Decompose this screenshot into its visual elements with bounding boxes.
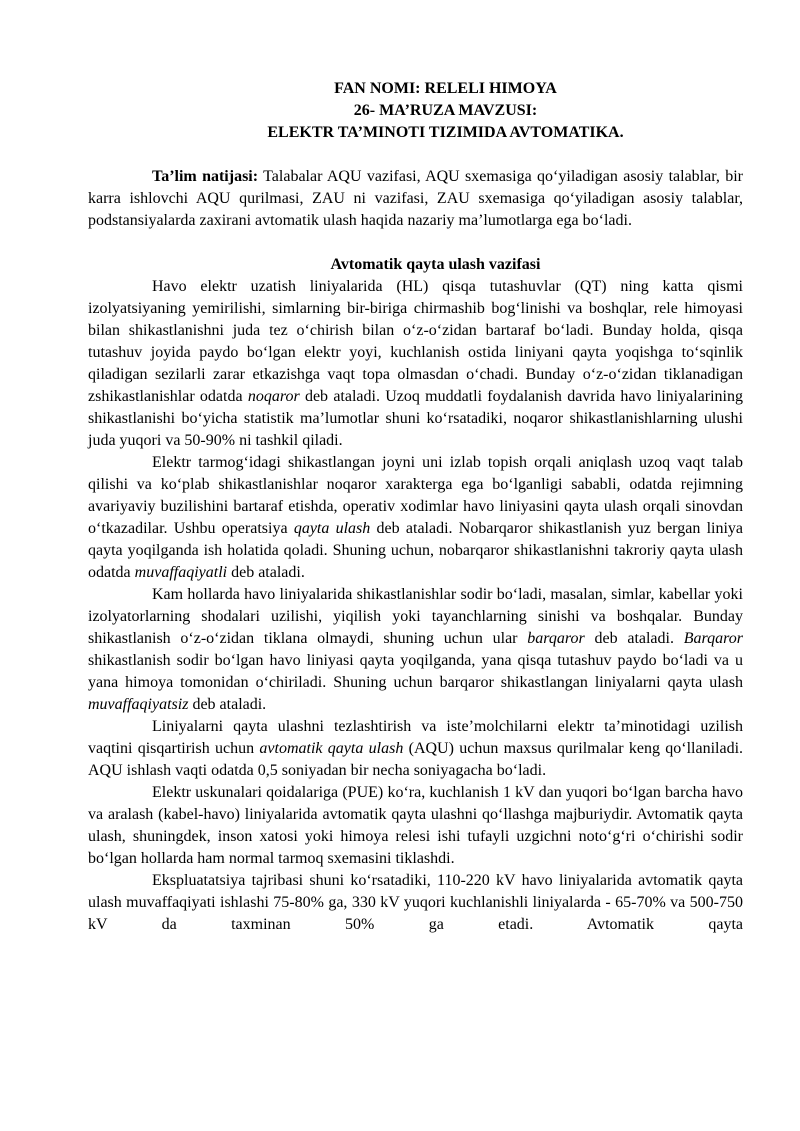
paragraph-6: Ekspluatatsiya tajribasi shuni ko‘rsatadiki, 110-220 kV havo liniyalarida avtomatik qayta ulash muvaffaqiyati ishlashi 75-80% ga, 330 kV yuqori kuchlanishli liniyalarda - 65-70% va 500-750 kV da taxminan 50% ga etadi. Avtomatik qayta: [88, 872, 743, 933]
lecture-topic: ELEKTR TA’MINOTI TIZIMIDA AVTOMATIKA.: [267, 124, 624, 141]
title-block: [148, 78, 743, 144]
paragraph-3-text-c: shikastlanish sodir bo‘lgan havo liniyasi qayta yoqilganda, yana qisqa tutashuv paydo bo‘ladi va u yana himoya tomonidan o‘chiriladi. Shuning uchun barqaror shikastlangan liniyalarni qayta ulash: [88, 652, 743, 691]
learning-outcomes-text: Talabalar AQU vazifasi, AQU sxemasiga qo‘yiladigan asosiy talablar, bir karra ishlovchi AQU qurilmasi, ZAU ni vazifasi, ZAU sxemasiga qo‘yiladigan asosiy talablar, podstansiyalarda zaxirani avtomatik ulash haqida nazariy ma’lumotlarga ega bo‘ladi.: [88, 168, 744, 229]
paragraph-4-term-aqu: avtomatik qayta ulash: [259, 740, 404, 757]
paragraph-3-term-muvaffaqiyatsiz: muvaffaqiyatsiz: [88, 696, 189, 713]
learning-outcomes-label: Ta’lim natijasi:: [152, 168, 259, 185]
paragraph-1: [88, 276, 743, 452]
paragraph-5: Elektr uskunalari qoidalariga (PUE) ko‘ra, kuchlanish 1 kV dan yuqori bo‘lgan barcha havo va aralash (kabel-havo) liniyalarida avtomatik qayta ulashni qo‘llashga majburiydir. Avtomatik qayta ulash, shuningdek, inson xatosi yoki himoya relesi ishi tufayli uzgichni noto‘g‘ri o‘chirishi sodir bo‘lgan hollarda ham normal tarmoq sxemasini tiklashdi.: [88, 784, 743, 867]
paragraph-1-term-noqaror: noqaror: [247, 388, 300, 405]
paragraph-1-text-b: deb ataladi. Uzoq muddatli foydalanish davrida havo liniyalarining shikastlanishi bo‘yicha statistik ma’lumotlar shuni ko‘rsatadiki, noqaror shikastlanishlarning ulushi juda yuqori va 50-90% ni tashkil qiladi.: [88, 388, 743, 449]
section-heading: Avtomatik qayta ulash vazifasi: [330, 256, 541, 273]
lecture-number: 26- MA’RUZA MAVZUSI:: [353, 102, 538, 119]
course-title: FAN NOMI: RELELI HIMOYA: [334, 80, 557, 97]
paragraph-3-text-d: deb ataladi.: [188, 696, 267, 713]
paragraph-3-text-a: Kam hollarda havo liniyalarida shikastlanishlar sodir bo‘ladi, masalan, simlar, kabellar yoki izolyatorlarning shodalari uzilishi, yiqilish yoki tayanchlarning sinishi va boshqalar. Bunday shikastlanish o‘z-o‘zidan tiklana olmaydi, shuning uchun ular: [88, 586, 743, 647]
paragraph-3-term-barqaror-2: Barqaror: [683, 630, 743, 647]
learning-outcomes-paragraph: [88, 166, 743, 232]
paragraph-2-text-b: deb ataladi. Nobarqaror shikastlanish yuz bergan liniya qayta yoqilganda ish holatida qoladi. Shuning uchun, nobarqaror shikastlanishni takroriy qayta ulash odatda: [88, 520, 744, 581]
paragraph-2-term-muvaffaqiyatli: muvaffaqiyatli: [134, 564, 228, 581]
paragraph-4-text-a: Liniyalarni qayta ulashni tezlashtirish va iste’molchilarni elektr ta’minotidagi uzilish vaqtini qisqartirish uchun: [88, 718, 743, 757]
paragraph-3: [88, 584, 743, 716]
paragraph-3-text-b: deb ataladi.: [584, 630, 684, 647]
paragraph-4-text-b: (AQU) uchun maxsus qurilmalar keng qo‘llaniladi. AQU ishlash vaqti odatda 0,5 soniyadan bir necha soniyagacha bo‘ladi.: [88, 740, 744, 779]
paragraph-2-text-c: deb ataladi.: [227, 564, 305, 581]
paragraph-1-text-a: Havo elektr uzatish liniyalarida (HL) qisqa tutashuvlar (QT) ning katta qismi izolyatsiyaning yemirilishi, simlarning bir-biriga chirmashib bog‘linishi va boshqlar, rele himoyasi bilan shikastlanishni juda tez o‘chirish bilan o‘z-o‘zidan bartaraf bo‘ladi. Bunday holda, qisqa tutashuv joyida paydo bo‘lgan elektr yoyi, kuchlanish ostida liniyani qayta yoqishga to‘sqinlik qiladigan sezilarli zarar etkazishga vaqt topa olmasdan o‘chadi. Bunday o‘z-o‘zidan tiklanadigan zshikastlanishlar odatda: [88, 278, 743, 405]
paragraph-4: [88, 716, 743, 782]
paragraph-2-text-a: Elektr tarmog‘idagi shikastlangan joyni uni izlab topish orqali aniqlash uzoq vaqt talab qilishi va ko‘plab shikastlanishlar noqaror xarakterga ega bo‘lganligi sababli, odatda rejimning avariyaviy buzilishini bartaraf etishda, operativ xodimlar havo liniyasini qayta ulash orqali sinovdan o‘tkazadilar. Ushbu operatsiya: [88, 454, 743, 537]
document-page: [88, 78, 743, 936]
paragraph-2: [88, 452, 743, 584]
paragraph-3-term-barqaror: barqaror: [527, 630, 585, 647]
paragraph-2-term-qayta-ulash: qayta ulash: [293, 520, 371, 537]
